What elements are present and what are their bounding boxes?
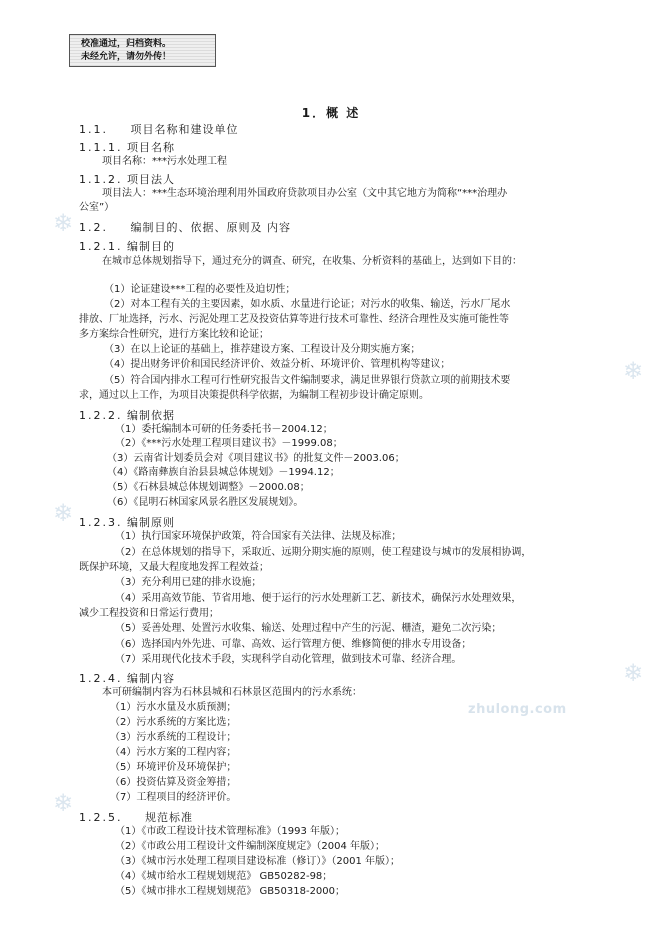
list-item: （2）污水系统的方案比选； xyxy=(110,717,237,728)
list-item: （4）采用高效节能、节省用地、便于运行的污水处理新工艺、新技术，确保污水处理效果， xyxy=(115,593,522,604)
list-item: （2）在总体规划的指导下，采取近、远期分期实施的原则，使工程建设与城市的发展相协调， xyxy=(115,547,532,558)
paragraph-line: 本可研编制内容为石林县城和石林景区范围内的污水系统： xyxy=(102,687,362,698)
list-item: （7）工程项目的经济评价。 xyxy=(110,792,237,803)
watermark-snowflake-icon: ❄ xyxy=(52,499,74,527)
list-item: （3）云南省计划委员会对《项目建议书》的批复文件－2003.06； xyxy=(107,453,405,464)
list-item: （3）污水系统的工程设计； xyxy=(110,732,237,743)
list-item: （1）《市政工程设计技术管理标准》（1993 年版）； xyxy=(115,826,345,837)
section-heading-1-2-2: 1.2.2. 编制依据 xyxy=(79,409,175,422)
project-legal-person-line-2: 公室”） xyxy=(79,202,115,213)
notice-line-1: 校准通过，归档资料。 xyxy=(81,39,172,49)
paragraph-line: 多方案综合性研究，进行方案比较和论证； xyxy=(79,329,269,340)
list-item: （6）投资估算及资金筹措； xyxy=(110,777,237,788)
paragraph-line: 在城市总体规划指导下，通过充分的调查、研究，在收集、分析资料的基础上，达到如下目的： xyxy=(102,256,522,267)
list-item: （3）在以上论证的基础上，推荐建设方案、工程设计及分期实施方案； xyxy=(104,344,421,355)
list-item: （1）论证建设***工程的必要性及迫切性； xyxy=(104,284,296,295)
list-item: （7）采用现代化技术手段，实现科学自动化管理，做到技术可靠、经济合理。 xyxy=(115,654,462,665)
watermark-snowflake-icon: ❄ xyxy=(52,209,74,237)
list-item: （2）对本工程有关的主要因素，如水质、水量进行论证；对污水的收集、输送，污水厂尾水 xyxy=(104,299,511,310)
paragraph-line: 排放、厂址选择，污水、污泥处理工艺及投资估算等进行技术可靠性、经济合理性及实施可能性等 xyxy=(79,314,509,325)
section-heading-1-2-3: 1.2.3. 编制原则 xyxy=(79,516,175,529)
list-item: （2）《***污水处理工程项目建议书》－1999.08； xyxy=(115,438,343,449)
list-item: （6）选择国内外先进、可靠、高效、运行管理方便、维修简便的排水专用设备； xyxy=(115,639,472,650)
list-item: （5）符合国内排水工程可行性研究报告文件编制要求，满足世界银行贷款立项的前期技术要 xyxy=(104,375,511,386)
list-item: （5）《城市排水工程规划规范》 GB50318-2000； xyxy=(115,886,346,897)
confidential-notice-stamp xyxy=(69,34,216,67)
page-title: 1．概 述 xyxy=(301,106,361,120)
section-heading-1-2-5: 1.2.5. 规范标准 xyxy=(79,811,193,824)
section-heading-1-1: 1.1. 项目名称和建设单位 xyxy=(79,123,239,136)
paragraph-line: 既保护环境，又最大程度地发挥工程效益； xyxy=(79,562,269,573)
section-heading-1-2: 1.2. 编制目的、依据、原则及 内容 xyxy=(79,221,291,234)
paragraph-line: 求，通过以上工作，为项目决策提供科学依据，为编制工程初步设计确定原则。 xyxy=(79,390,429,401)
list-item: （2）《市政公用工程设计文件编制深度规定》（2004 年版）； xyxy=(115,841,385,852)
list-item: （1）污水水量及水质预测； xyxy=(110,702,237,713)
project-legal-person-line: 项目法人：***生态环境治理利用外国政府贷款项目办公室（文中其它地方为简称“***治理办 xyxy=(102,188,508,199)
list-item: （4）提出财务评价和国民经济评价、效益分析、环境评价、管理机构等建议； xyxy=(104,359,451,370)
watermark-snowflake-icon: ❄ xyxy=(622,659,644,687)
list-item: （4）《路南彝族自治县县城总体规划》－1994.12； xyxy=(107,467,340,478)
section-heading-1-2-4: 1.2.4. 编制内容 xyxy=(79,672,175,685)
section-heading-1-1-2: 1.1.2. 项目法人 xyxy=(79,173,175,186)
watermark-text: zhulong.com xyxy=(468,702,567,717)
list-item: （3）充分利用已建的排水设施； xyxy=(115,577,262,588)
list-item: （4）污水方案的工程内容； xyxy=(110,747,237,758)
notice-line-2: 未经允许，请勿外传！ xyxy=(81,52,172,62)
list-item: （5）妥善处理、处置污水收集、输送、处理过程中产生的污泥、栅渣，避免二次污染； xyxy=(115,623,502,634)
list-item: （1）执行国家环境保护政策，符合国家有关法律、法规及标准； xyxy=(115,531,402,542)
section-heading-1-1-1: 1.1.1. 项目名称 xyxy=(79,141,175,154)
watermark-snowflake-icon: ❄ xyxy=(622,357,644,385)
watermark-snowflake-icon: ❄ xyxy=(52,789,74,817)
list-item: （1）委托编制本可研的任务委托书－2004.12； xyxy=(115,424,333,435)
list-item: （6）《昆明石林国家风景名胜区发展规划》。 xyxy=(107,497,304,508)
list-item: （5）《石林县城总体规划调整》－2000.08； xyxy=(107,482,310,493)
list-item: （3）《城市污水处理工程项目建设标准（修订）》（2001 年版）； xyxy=(115,856,400,867)
list-item: （4）《城市给水工程规划规范》 GB50282-98； xyxy=(115,871,333,882)
project-name-line: 项目名称：***污水处理工程 xyxy=(102,156,227,167)
list-item: （5）环境评价及环境保护； xyxy=(110,762,237,773)
paragraph-line: 减少工程投资和日常运行费用； xyxy=(79,608,219,619)
section-heading-1-2-1: 1.2.1. 编制目的 xyxy=(79,240,175,253)
